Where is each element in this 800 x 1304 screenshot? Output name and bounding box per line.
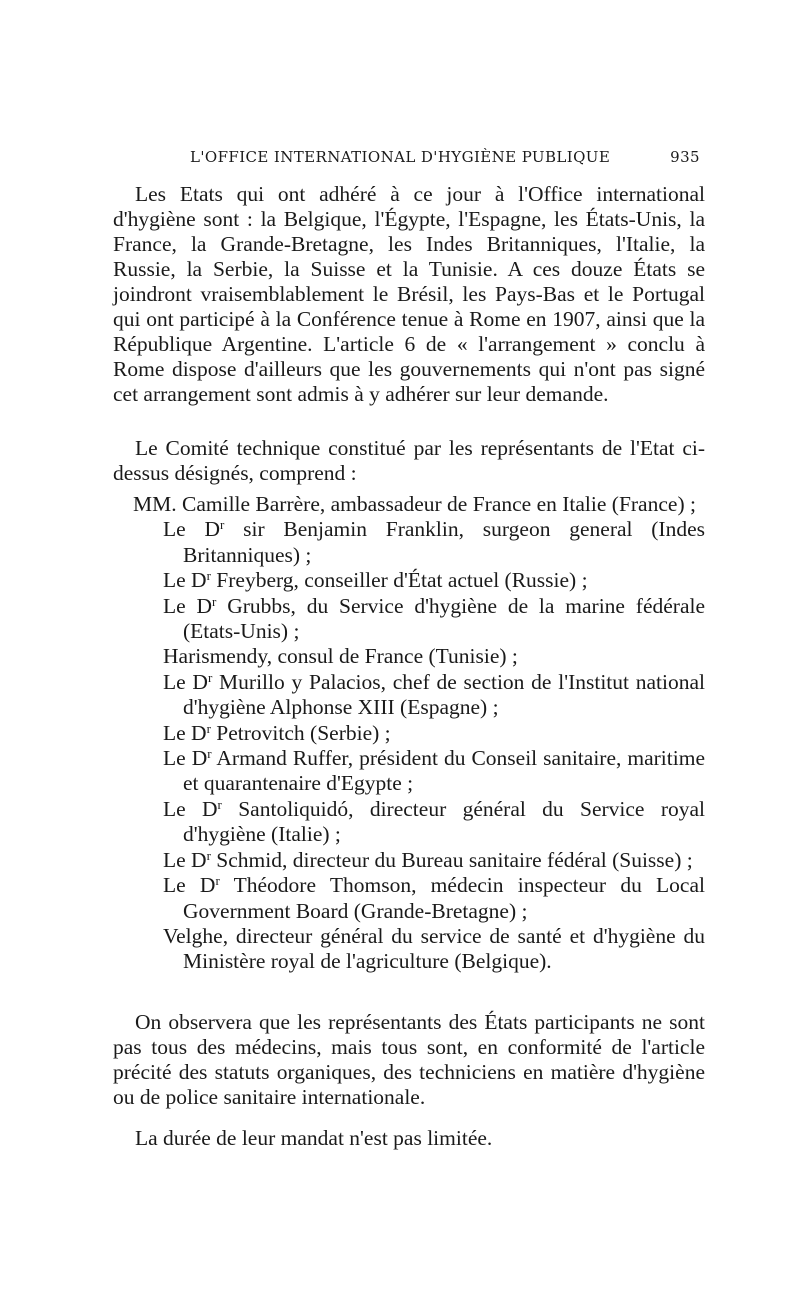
- member-entry: Le $D^r$ Théodore Thomson, médecin inspecteur du Local Government Board (Grande-Bretagne) ;: [163, 873, 705, 923]
- header-title: L'OFFICE INTERNATIONAL D'HYGIÈNE PUBLIQUE: [190, 148, 611, 166]
- member-entry: Le $D^r$ Santoliquidó, directeur général du Service royal d'hygiène (Italie) ;: [163, 796, 705, 847]
- member-entry: Velghe, directeur général du service de santé et d'hygiène du Ministère royal de l'agriculture (Belgique).: [163, 923, 705, 974]
- member-entry: Le $D^r$ Freyberg, conseiller d'État actuel (Russie) ;: [163, 568, 588, 593]
- member-entry: Le $D^r$ sir Benjamin Franklin, surgeon general (Indes Britanniques) ;: [163, 517, 706, 567]
- member-entry: Le $D^r$ Grubbs, du Service d'hygiène de la marine fédérale (Etats-Unis) ;: [163, 593, 706, 644]
- member-entry: Le $D^r$ Murillo y Palacios, chef de section de l'Institut national d'hygiène Alphonse XIII (Espagne) ;: [163, 669, 705, 720]
- member-entry: Le $D^r$ Schmid, directeur du Bureau sanitaire fédéral (Suisse) ;: [163, 847, 693, 872]
- committee-members-list: [133, 492, 705, 975]
- member-entry: Le $D^r$ Armand Ruffer, président du Conseil sanitaire, maritime et quarantenaire d'Egypte ;: [163, 746, 705, 796]
- paragraph-committee-intro: Le Comité technique constitué par les représentants de l'Etat ci-dessus désignés, comprend :: [113, 436, 705, 485]
- member-entry: MM. Camille Barrère, ambassadeur de France en Italie (France) ;: [133, 492, 696, 516]
- paragraph-mandate: La durée de leur mandat n'est pas limitée.: [135, 1126, 493, 1150]
- member-entry: Harismendy, consul de France (Tunisie) ;: [163, 644, 518, 669]
- member-entry: Le $D^r$ Petrovitch (Serbie) ;: [163, 720, 391, 745]
- paragraph-technicians: On observera que les représentants des États participants ne sont pas tous des médecins, mais tous sont, en conformité de l'article précité des statuts organiques, des techniciens en matière d'hygiène ou de police sanitaire internationale.: [113, 1010, 705, 1109]
- page-number: 935: [670, 148, 700, 166]
- paragraph-member-states: Les Etats qui ont adhéré à ce jour à l'Office international d'hygiène sont : la Belgique, l'Égypte, l'Espagne, les États-Unis, la France, la Grande-Bretagne, les Indes Britanniques, l'Italie, la Russie, la Serbie, la Suisse et la Tunisie. A ces douze États se joindront vraisemblablement le Brésil, les Pays-Bas et le Portugal qui ont participé à la Conférence tenue à Rome en 1907, ainsi que la République Argentine. L'article 6 de « l'arrangement » conclu à Rome dispose d'ailleurs que les gouvernements qui n'ont pas signé cet arrangement sont admis à y adhérer sur leur demande.: [113, 182, 705, 406]
